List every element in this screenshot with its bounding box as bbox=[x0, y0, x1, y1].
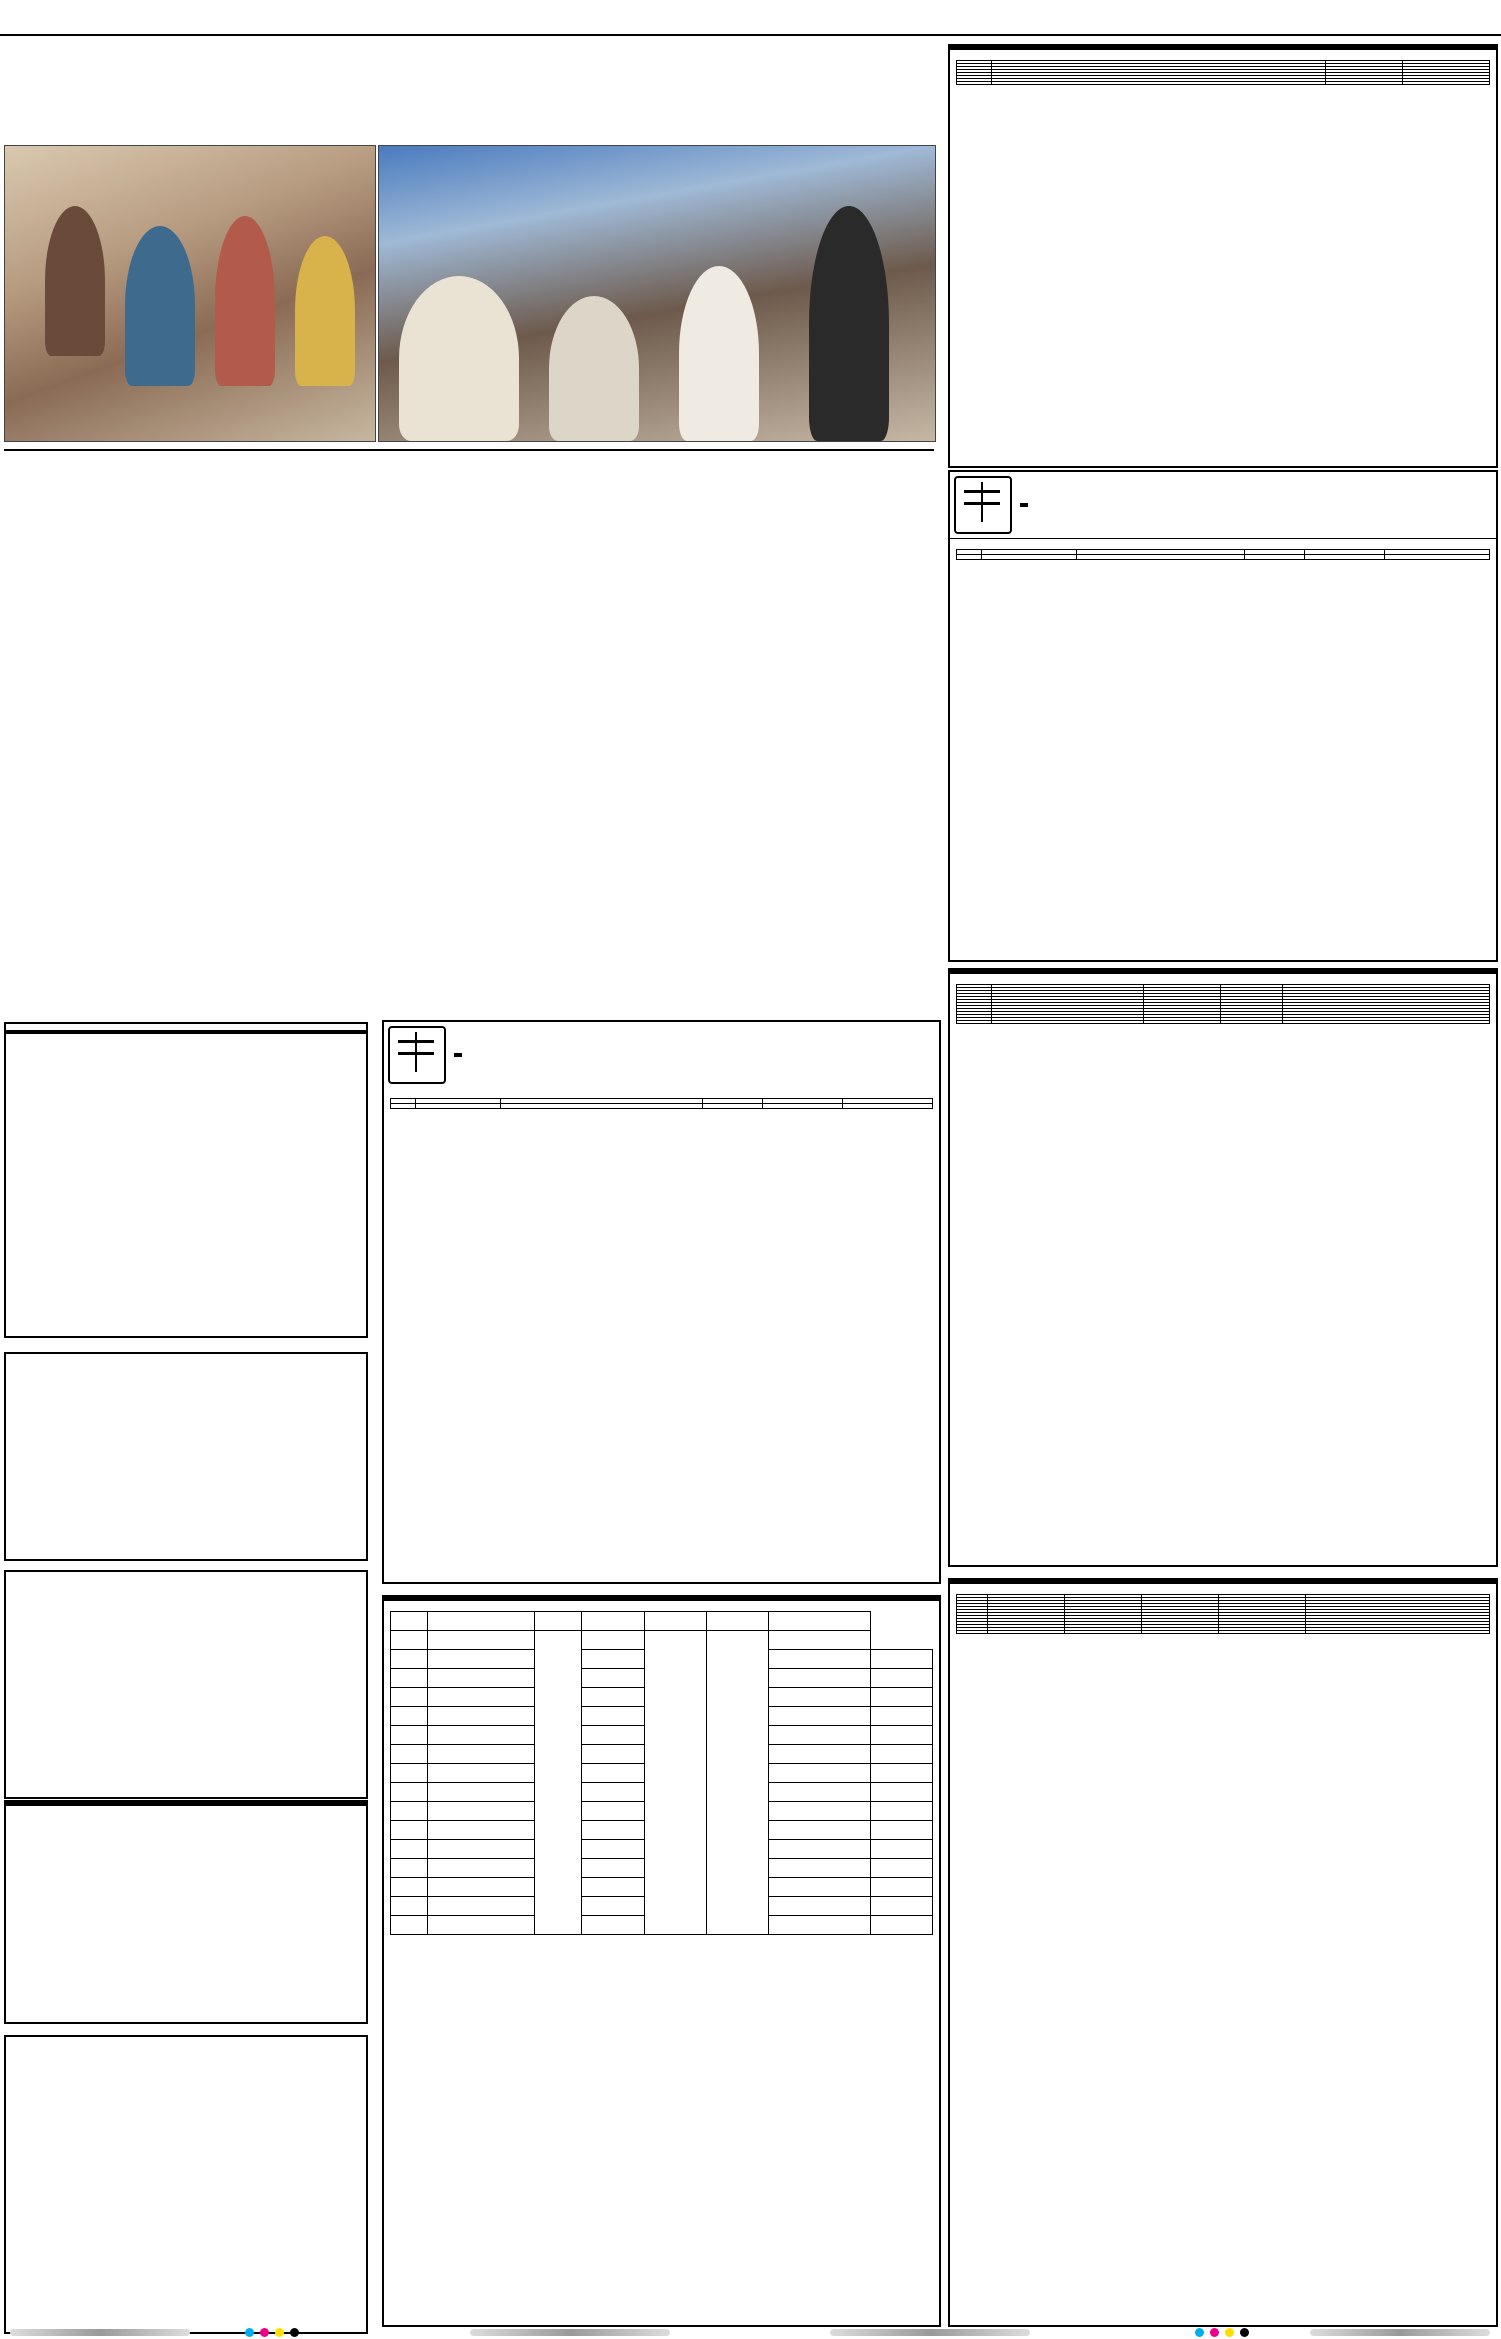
table-row bbox=[957, 555, 1490, 560]
itda-jeypore-ad bbox=[4, 1352, 368, 1561]
table-cell bbox=[768, 1859, 870, 1878]
table-cell bbox=[428, 1840, 535, 1859]
table-cell bbox=[768, 1802, 870, 1821]
ad-signature-line bbox=[384, 1115, 939, 1119]
photo-caption bbox=[4, 446, 934, 451]
table-header bbox=[535, 1612, 582, 1631]
footer-bar bbox=[10, 2329, 190, 2336]
table-header bbox=[644, 1612, 706, 1631]
table-cell bbox=[957, 555, 982, 560]
table-cell bbox=[391, 1104, 416, 1109]
table-cell bbox=[768, 1650, 870, 1669]
table-cell bbox=[703, 1104, 763, 1109]
table-cell bbox=[982, 555, 1077, 560]
nac-balimela-ad bbox=[4, 1570, 368, 1799]
table-cell bbox=[768, 1707, 870, 1726]
table-cell bbox=[957, 82, 992, 85]
schedule-table bbox=[390, 1611, 933, 1935]
table-cell bbox=[1305, 555, 1385, 560]
table-cell bbox=[768, 1631, 870, 1650]
table-cell bbox=[582, 1726, 645, 1745]
article-heading-3 bbox=[380, 920, 935, 960]
optcl-notification-right bbox=[948, 470, 1498, 962]
table-cell bbox=[992, 82, 1326, 85]
table-cell bbox=[391, 1650, 428, 1669]
table-cell bbox=[582, 1840, 645, 1859]
collectorate-sundargarh-ad bbox=[4, 1022, 368, 1338]
table-cell bbox=[428, 1726, 535, 1745]
optcl-logo-icon bbox=[954, 476, 1012, 534]
table-cell bbox=[843, 1104, 933, 1109]
table-cell bbox=[870, 1650, 933, 1669]
ad-signature-line bbox=[6, 1596, 366, 1598]
table-cell bbox=[768, 1669, 870, 1688]
table-cell bbox=[391, 1802, 428, 1821]
notification-body bbox=[384, 1092, 939, 1096]
ad-signature-line bbox=[950, 1642, 1496, 1646]
company-name bbox=[1020, 503, 1028, 507]
odia-notice-ad bbox=[4, 1800, 368, 2024]
ad-signature-line bbox=[384, 1939, 939, 1943]
cdmo-jajpur-ad bbox=[4, 2035, 368, 2334]
table-cell bbox=[391, 1840, 428, 1859]
article-column-4 bbox=[695, 474, 935, 924]
table-cell bbox=[582, 1802, 645, 1821]
optcl-logo-icon bbox=[388, 1026, 446, 1084]
table-cell bbox=[1077, 555, 1245, 560]
notification-body bbox=[950, 543, 1496, 547]
page-footer bbox=[0, 2326, 1501, 2339]
notification-table bbox=[390, 1098, 933, 1109]
table-header bbox=[391, 1612, 428, 1631]
table-cell bbox=[768, 1878, 870, 1897]
table-cell bbox=[1142, 1631, 1219, 1634]
table-row bbox=[957, 1021, 1490, 1024]
table-cell bbox=[957, 1631, 988, 1634]
table-cell bbox=[768, 1726, 870, 1745]
table-cell bbox=[391, 1726, 428, 1745]
table-cell bbox=[428, 1821, 535, 1840]
table-cell bbox=[582, 1764, 645, 1783]
footer-bar bbox=[470, 2329, 670, 2336]
table-cell bbox=[1221, 1021, 1283, 1024]
table-header bbox=[428, 1612, 535, 1631]
table-cell bbox=[391, 1631, 428, 1650]
schedule-table bbox=[956, 60, 1490, 85]
notification-table bbox=[956, 549, 1490, 560]
table-cell bbox=[1326, 82, 1403, 85]
main-headline bbox=[4, 40, 934, 135]
schedule-table bbox=[956, 984, 1490, 1024]
table-cell bbox=[768, 1916, 870, 1935]
table-cell bbox=[391, 1669, 428, 1688]
table-cell bbox=[768, 1688, 870, 1707]
optcl-notification-center bbox=[382, 1020, 941, 1584]
table-cell bbox=[428, 1688, 535, 1707]
table-cell bbox=[992, 1021, 1144, 1024]
table-cell bbox=[763, 1104, 843, 1109]
table-cell bbox=[870, 1859, 933, 1878]
article-column-2 bbox=[232, 474, 372, 904]
table-header bbox=[768, 1612, 870, 1631]
table-cell bbox=[391, 1916, 428, 1935]
table-cell bbox=[870, 1745, 933, 1764]
table-cell bbox=[391, 1707, 428, 1726]
odia-notice-right-1 bbox=[948, 44, 1498, 468]
table-cell bbox=[988, 1631, 1065, 1634]
table-cell bbox=[870, 1726, 933, 1745]
table-cell bbox=[582, 1897, 645, 1916]
table-cell bbox=[870, 1802, 933, 1821]
table-cell bbox=[1306, 1631, 1490, 1634]
table-cell bbox=[391, 1764, 428, 1783]
table-cell bbox=[957, 1021, 992, 1024]
table-cell bbox=[582, 1916, 645, 1935]
ad-signature-line bbox=[6, 1370, 366, 1374]
article-column-6 bbox=[190, 965, 376, 1017]
registration-marks bbox=[1195, 2328, 1249, 2337]
table-cell bbox=[870, 1840, 933, 1859]
table-cell bbox=[768, 1745, 870, 1764]
table-cell bbox=[870, 1764, 933, 1783]
table-cell bbox=[582, 1669, 645, 1688]
table-cell bbox=[428, 1802, 535, 1821]
table-row bbox=[391, 1631, 933, 1650]
footer-bar bbox=[830, 2329, 1030, 2336]
table-cell bbox=[428, 1783, 535, 1802]
table-cell bbox=[428, 1878, 535, 1897]
company-name bbox=[454, 1053, 462, 1057]
article-column-1 bbox=[4, 474, 224, 904]
table-row bbox=[957, 1631, 1490, 1634]
registration-marks bbox=[245, 2328, 299, 2337]
news-photo-left bbox=[4, 145, 376, 442]
ad-body bbox=[6, 2045, 366, 2049]
table-cell bbox=[582, 1878, 645, 1897]
table-cell bbox=[768, 1821, 870, 1840]
table-cell bbox=[391, 1897, 428, 1916]
table-cell bbox=[870, 1669, 933, 1688]
article-column-7 bbox=[380, 965, 935, 1017]
table-cell bbox=[1065, 1631, 1142, 1634]
table-cell bbox=[768, 1783, 870, 1802]
table-cell bbox=[416, 1104, 501, 1109]
table-cell bbox=[1144, 1021, 1221, 1024]
table-cell bbox=[428, 1859, 535, 1878]
table-cell bbox=[870, 1878, 933, 1897]
table-cell bbox=[582, 1688, 645, 1707]
table-cell bbox=[870, 1916, 933, 1935]
ad-body bbox=[6, 1034, 366, 1040]
article-heading-2 bbox=[4, 920, 376, 960]
table-cell bbox=[391, 1878, 428, 1897]
table-cell bbox=[582, 1745, 645, 1764]
odia-notice-right-3 bbox=[948, 1578, 1498, 2327]
footer-bar bbox=[1310, 2329, 1490, 2336]
table-cell bbox=[1385, 555, 1490, 560]
table-cell bbox=[582, 1707, 645, 1726]
table-header bbox=[582, 1612, 645, 1631]
table-cell bbox=[391, 1821, 428, 1840]
table-row bbox=[957, 82, 1490, 85]
schedule-table bbox=[956, 1594, 1490, 1634]
table-cell bbox=[870, 1897, 933, 1916]
table-row bbox=[391, 1104, 933, 1109]
table-cell bbox=[1283, 1021, 1490, 1024]
table-cell bbox=[428, 1764, 535, 1783]
article-column-3 bbox=[380, 565, 680, 865]
table-cell bbox=[582, 1650, 645, 1669]
table-cell bbox=[501, 1104, 703, 1109]
table-cell bbox=[1219, 1631, 1306, 1634]
page-header bbox=[0, 0, 1501, 36]
ad-signature-line bbox=[950, 89, 1496, 93]
table-cell bbox=[428, 1650, 535, 1669]
table-cell bbox=[428, 1669, 535, 1688]
table-cell bbox=[768, 1764, 870, 1783]
article-subheading bbox=[380, 476, 685, 556]
table-cell bbox=[428, 1707, 535, 1726]
table-cell bbox=[391, 1783, 428, 1802]
merged-vertical-label bbox=[644, 1631, 706, 1935]
table-cell bbox=[391, 1859, 428, 1878]
table-cell bbox=[391, 1745, 428, 1764]
table-header bbox=[706, 1612, 768, 1631]
merged-vertical-label bbox=[535, 1631, 582, 1935]
table-cell bbox=[428, 1916, 535, 1935]
news-photo-right bbox=[378, 145, 936, 442]
table-cell bbox=[1403, 82, 1490, 85]
table-cell bbox=[582, 1821, 645, 1840]
article-column-5 bbox=[4, 965, 182, 1017]
table-cell bbox=[582, 1859, 645, 1878]
table-cell bbox=[870, 1783, 933, 1802]
table-cell bbox=[870, 1707, 933, 1726]
ad-signature-line bbox=[950, 562, 1496, 566]
table-cell bbox=[582, 1783, 645, 1802]
table-cell bbox=[870, 1821, 933, 1840]
merged-vertical-label bbox=[706, 1631, 768, 1935]
table-cell bbox=[768, 1840, 870, 1859]
table-cell bbox=[582, 1631, 645, 1650]
table-cell bbox=[870, 1688, 933, 1707]
table-cell bbox=[428, 1897, 535, 1916]
table-cell bbox=[428, 1631, 535, 1650]
table-cell bbox=[768, 1897, 870, 1916]
table-cell bbox=[391, 1688, 428, 1707]
ad-signature-line bbox=[950, 1028, 1496, 1032]
ad-reference bbox=[6, 1812, 366, 1818]
odia-tender-center bbox=[382, 1595, 941, 2327]
odia-notice-right-2 bbox=[948, 968, 1498, 1567]
table-cell bbox=[1245, 555, 1305, 560]
table-cell bbox=[428, 1745, 535, 1764]
